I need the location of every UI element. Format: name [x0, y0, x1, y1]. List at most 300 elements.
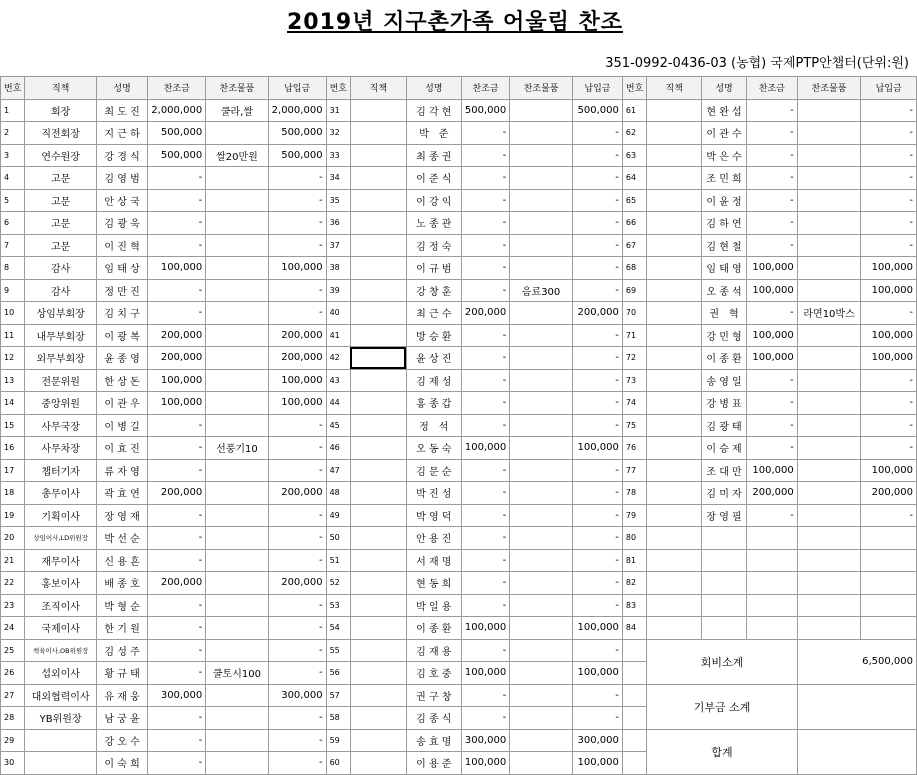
position-cell[interactable]: 대외협력이사 [25, 684, 97, 707]
grand-total-label[interactable]: 합계 [647, 729, 797, 774]
donation-subtotal-label[interactable]: 기부금 소계 [647, 684, 797, 729]
paid-amount-cell[interactable]: - [268, 504, 326, 527]
donation-amount-cell[interactable] [746, 527, 797, 550]
paid-amount-cell[interactable]: - [268, 549, 326, 572]
paid-amount-cell[interactable]: - [861, 504, 917, 527]
name-cell[interactable]: 홍 종 갑 [406, 392, 461, 415]
empty-cell[interactable] [622, 639, 646, 662]
column-header[interactable]: 납입금 [572, 77, 622, 100]
position-cell[interactable]: 감사 [25, 279, 97, 302]
paid-amount-cell[interactable]: - [572, 324, 622, 347]
paid-amount-cell[interactable]: - [572, 189, 622, 212]
donated-goods-cell[interactable] [510, 144, 573, 167]
donation-amount-cell[interactable]: - [148, 729, 206, 752]
position-cell[interactable] [350, 684, 406, 707]
paid-amount-cell[interactable]: - [572, 459, 622, 482]
name-cell[interactable]: 이 용 준 [406, 752, 461, 775]
donation-subtotal-value[interactable] [797, 684, 916, 729]
donation-amount-cell[interactable]: - [461, 594, 509, 617]
row-number-cell[interactable]: 44 [326, 392, 350, 415]
position-cell[interactable] [350, 639, 406, 662]
paid-amount-cell[interactable]: - [268, 459, 326, 482]
row-number-cell[interactable]: 53 [326, 594, 350, 617]
paid-amount-cell[interactable]: - [268, 189, 326, 212]
row-number-cell[interactable]: 7 [1, 234, 25, 257]
donation-amount-cell[interactable]: 500,000 [461, 99, 509, 122]
paid-amount-cell[interactable]: - [572, 707, 622, 730]
row-number-cell[interactable]: 30 [1, 752, 25, 775]
name-cell[interactable]: 김 각 현 [406, 99, 461, 122]
position-cell[interactable] [647, 99, 702, 122]
position-cell[interactable] [350, 459, 406, 482]
position-cell[interactable] [647, 392, 702, 415]
row-number-cell[interactable]: 66 [622, 212, 646, 235]
row-number-cell[interactable]: 20 [1, 527, 25, 550]
column-header[interactable]: 성명 [406, 77, 461, 100]
donation-amount-cell[interactable]: - [461, 347, 509, 370]
position-cell[interactable]: 총무이사 [25, 482, 97, 505]
row-number-cell[interactable]: 70 [622, 302, 646, 325]
paid-amount-cell[interactable]: - [268, 617, 326, 640]
donation-amount-cell[interactable]: - [461, 189, 509, 212]
donated-goods-cell[interactable] [797, 369, 861, 392]
name-cell[interactable]: 이 승 제 [702, 437, 747, 460]
row-number-cell[interactable]: 76 [622, 437, 646, 460]
donation-amount-cell[interactable]: 100,000 [461, 662, 509, 685]
name-cell[interactable]: 강 경 식 [96, 144, 147, 167]
donated-goods-cell[interactable] [510, 324, 573, 347]
paid-amount-cell[interactable]: 300,000 [572, 729, 622, 752]
position-cell[interactable] [350, 279, 406, 302]
name-cell[interactable]: 박 진 성 [406, 482, 461, 505]
position-cell[interactable] [647, 369, 702, 392]
name-cell[interactable]: 이 종 환 [406, 617, 461, 640]
donation-amount-cell[interactable] [746, 594, 797, 617]
row-number-cell[interactable]: 34 [326, 167, 350, 190]
position-cell[interactable] [647, 144, 702, 167]
column-header[interactable]: 번호 [326, 77, 350, 100]
row-number-cell[interactable]: 25 [1, 639, 25, 662]
row-number-cell[interactable]: 58 [326, 707, 350, 730]
row-number-cell[interactable]: 4 [1, 167, 25, 190]
paid-amount-cell[interactable]: - [572, 684, 622, 707]
paid-amount-cell[interactable]: - [861, 234, 917, 257]
donated-goods-cell[interactable] [510, 257, 573, 280]
row-number-cell[interactable]: 21 [1, 549, 25, 572]
donated-goods-cell[interactable] [206, 527, 268, 550]
paid-amount-cell[interactable]: - [268, 212, 326, 235]
name-cell[interactable]: 조 대 만 [702, 459, 747, 482]
row-number-cell[interactable]: 27 [1, 684, 25, 707]
donation-amount-cell[interactable]: 100,000 [746, 347, 797, 370]
donated-goods-cell[interactable] [510, 594, 573, 617]
donation-amount-cell[interactable]: - [746, 189, 797, 212]
position-cell[interactable] [350, 122, 406, 145]
empty-cell[interactable] [622, 662, 646, 685]
row-number-cell[interactable]: 11 [1, 324, 25, 347]
column-header[interactable]: 성명 [96, 77, 147, 100]
donation-amount-cell[interactable]: 500,000 [148, 144, 206, 167]
column-header[interactable]: 납입금 [268, 77, 326, 100]
paid-amount-cell[interactable]: - [572, 122, 622, 145]
paid-amount-cell[interactable]: - [572, 279, 622, 302]
paid-amount-cell[interactable]: - [572, 482, 622, 505]
name-cell[interactable]: 이 숙 희 [96, 752, 147, 775]
column-header[interactable]: 납입금 [861, 77, 917, 100]
donation-amount-cell[interactable]: - [746, 369, 797, 392]
donation-amount-cell[interactable]: 100,000 [461, 752, 509, 775]
paid-amount-cell[interactable]: - [572, 234, 622, 257]
name-cell[interactable] [702, 594, 747, 617]
empty-cell[interactable] [622, 707, 646, 730]
row-number-cell[interactable]: 12 [1, 347, 25, 370]
donated-goods-cell[interactable] [206, 257, 268, 280]
row-number-cell[interactable]: 46 [326, 437, 350, 460]
donated-goods-cell[interactable] [510, 459, 573, 482]
donated-goods-cell[interactable]: 쿨토시100 [206, 662, 268, 685]
row-number-cell[interactable]: 28 [1, 707, 25, 730]
donation-amount-cell[interactable]: - [461, 144, 509, 167]
paid-amount-cell[interactable]: - [572, 167, 622, 190]
column-header[interactable]: 번호 [622, 77, 646, 100]
paid-amount-cell[interactable]: - [861, 122, 917, 145]
donated-goods-cell[interactable] [797, 234, 861, 257]
donation-amount-cell[interactable]: - [148, 707, 206, 730]
name-cell[interactable]: 이 관 수 [702, 122, 747, 145]
position-cell[interactable] [647, 167, 702, 190]
donated-goods-cell[interactable] [510, 122, 573, 145]
donated-goods-cell[interactable]: 라면10박스 [797, 302, 861, 325]
position-cell[interactable] [350, 302, 406, 325]
empty-cell[interactable] [622, 752, 646, 775]
paid-amount-cell[interactable]: - [268, 437, 326, 460]
row-number-cell[interactable]: 33 [326, 144, 350, 167]
donation-amount-cell[interactable]: - [746, 167, 797, 190]
donation-amount-cell[interactable]: - [148, 189, 206, 212]
name-cell[interactable]: 김 제 성 [406, 369, 461, 392]
row-number-cell[interactable]: 78 [622, 482, 646, 505]
paid-amount-cell[interactable]: - [268, 302, 326, 325]
position-cell[interactable] [350, 527, 406, 550]
name-cell[interactable]: 장 영 재 [96, 504, 147, 527]
position-cell[interactable]: 내무부회장 [25, 324, 97, 347]
paid-amount-cell[interactable]: - [268, 639, 326, 662]
donation-amount-cell[interactable]: - [746, 122, 797, 145]
row-number-cell[interactable]: 50 [326, 527, 350, 550]
donation-amount-cell[interactable]: - [461, 122, 509, 145]
row-number-cell[interactable]: 23 [1, 594, 25, 617]
donation-amount-cell[interactable]: - [148, 212, 206, 235]
name-cell[interactable]: 김 정 숙 [406, 234, 461, 257]
donated-goods-cell[interactable] [206, 482, 268, 505]
donated-goods-cell[interactable] [797, 189, 861, 212]
column-header[interactable]: 찬조금 [148, 77, 206, 100]
name-cell[interactable]: 서 재 명 [406, 549, 461, 572]
donated-goods-cell[interactable] [797, 572, 861, 595]
name-cell[interactable]: 김 하 연 [702, 212, 747, 235]
position-cell[interactable]: 조직이사 [25, 594, 97, 617]
donated-goods-cell[interactable] [797, 527, 861, 550]
position-cell[interactable]: 섭외이사 [25, 662, 97, 685]
donated-goods-cell[interactable] [510, 639, 573, 662]
donated-goods-cell[interactable] [797, 324, 861, 347]
name-cell[interactable]: 김 영 범 [96, 167, 147, 190]
position-cell[interactable]: YB위원장 [25, 707, 97, 730]
name-cell[interactable]: 지 근 하 [96, 122, 147, 145]
paid-amount-cell[interactable]: - [572, 144, 622, 167]
donation-amount-cell[interactable]: 200,000 [148, 324, 206, 347]
name-cell[interactable]: 한 상 돈 [96, 369, 147, 392]
donation-amount-cell[interactable]: 200,000 [746, 482, 797, 505]
donated-goods-cell[interactable] [510, 189, 573, 212]
row-number-cell[interactable]: 65 [622, 189, 646, 212]
row-number-cell[interactable]: 18 [1, 482, 25, 505]
paid-amount-cell[interactable]: - [268, 234, 326, 257]
row-number-cell[interactable]: 64 [622, 167, 646, 190]
position-cell[interactable]: 전문위원 [25, 369, 97, 392]
column-header[interactable]: 찬조금 [746, 77, 797, 100]
position-cell[interactable] [350, 572, 406, 595]
membership-subtotal-label[interactable]: 회비소계 [647, 639, 797, 684]
donation-amount-cell[interactable]: - [148, 639, 206, 662]
donated-goods-cell[interactable] [510, 234, 573, 257]
donation-amount-cell[interactable]: - [148, 167, 206, 190]
position-cell[interactable] [350, 482, 406, 505]
donated-goods-cell[interactable] [797, 437, 861, 460]
donation-amount-cell[interactable]: 100,000 [746, 459, 797, 482]
row-number-cell[interactable]: 2 [1, 122, 25, 145]
position-cell[interactable]: 재무이사 [25, 549, 97, 572]
position-cell[interactable] [350, 189, 406, 212]
paid-amount-cell[interactable]: 300,000 [268, 684, 326, 707]
donation-amount-cell[interactable]: - [461, 369, 509, 392]
donation-amount-cell[interactable]: - [746, 414, 797, 437]
donation-amount-cell[interactable]: - [746, 302, 797, 325]
donated-goods-cell[interactable] [797, 594, 861, 617]
row-number-cell[interactable]: 5 [1, 189, 25, 212]
name-cell[interactable]: 이 병 길 [96, 414, 147, 437]
name-cell[interactable] [702, 527, 747, 550]
donated-goods-cell[interactable] [510, 212, 573, 235]
position-cell[interactable]: 고문 [25, 189, 97, 212]
position-cell[interactable] [25, 729, 97, 752]
donated-goods-cell[interactable] [206, 459, 268, 482]
name-cell[interactable]: 이 광 복 [96, 324, 147, 347]
paid-amount-cell[interactable]: 100,000 [572, 437, 622, 460]
row-number-cell[interactable]: 55 [326, 639, 350, 662]
position-cell[interactable]: 상임부회장 [25, 302, 97, 325]
donated-goods-cell[interactable] [797, 99, 861, 122]
paid-amount-cell[interactable]: - [572, 212, 622, 235]
donated-goods-cell[interactable] [797, 167, 861, 190]
row-number-cell[interactable]: 81 [622, 549, 646, 572]
donation-amount-cell[interactable]: - [148, 549, 206, 572]
donated-goods-cell[interactable] [206, 729, 268, 752]
donated-goods-cell[interactable] [206, 369, 268, 392]
column-header[interactable]: 직책 [350, 77, 406, 100]
donated-goods-cell[interactable] [206, 279, 268, 302]
name-cell[interactable]: 한 기 원 [96, 617, 147, 640]
paid-amount-cell[interactable]: - [861, 392, 917, 415]
name-cell[interactable]: 송 효 명 [406, 729, 461, 752]
position-cell[interactable] [350, 707, 406, 730]
donated-goods-cell[interactable] [206, 234, 268, 257]
row-number-cell[interactable]: 10 [1, 302, 25, 325]
name-cell[interactable]: 안 용 진 [406, 527, 461, 550]
paid-amount-cell[interactable] [861, 549, 917, 572]
row-number-cell[interactable]: 82 [622, 572, 646, 595]
row-number-cell[interactable]: 71 [622, 324, 646, 347]
donation-amount-cell[interactable]: - [461, 392, 509, 415]
paid-amount-cell[interactable]: - [861, 414, 917, 437]
donation-amount-cell[interactable]: - [746, 144, 797, 167]
row-number-cell[interactable]: 73 [622, 369, 646, 392]
row-number-cell[interactable]: 36 [326, 212, 350, 235]
donated-goods-cell[interactable]: 쿨라,쌀 [206, 99, 268, 122]
name-cell[interactable]: 윤 종 영 [96, 347, 147, 370]
name-cell[interactable]: 안 상 국 [96, 189, 147, 212]
donation-amount-cell[interactable]: 300,000 [461, 729, 509, 752]
name-cell[interactable]: 배 종 호 [96, 572, 147, 595]
donation-amount-cell[interactable]: - [746, 504, 797, 527]
donated-goods-cell[interactable] [797, 617, 861, 640]
name-cell[interactable]: 박 일 용 [406, 594, 461, 617]
donation-amount-cell[interactable]: - [461, 459, 509, 482]
donation-amount-cell[interactable]: - [461, 234, 509, 257]
name-cell[interactable]: 강 민 형 [702, 324, 747, 347]
paid-amount-cell[interactable]: 200,000 [572, 302, 622, 325]
donated-goods-cell[interactable] [510, 752, 573, 775]
donation-amount-cell[interactable]: 100,000 [148, 392, 206, 415]
row-number-cell[interactable]: 6 [1, 212, 25, 235]
name-cell[interactable]: 남 궁 윤 [96, 707, 147, 730]
column-header[interactable]: 찬조물품 [797, 77, 861, 100]
row-number-cell[interactable]: 47 [326, 459, 350, 482]
row-number-cell[interactable]: 40 [326, 302, 350, 325]
position-cell[interactable] [350, 324, 406, 347]
name-cell[interactable]: 김 성 주 [96, 639, 147, 662]
paid-amount-cell[interactable]: - [861, 369, 917, 392]
position-cell[interactable]: 고문 [25, 234, 97, 257]
donated-goods-cell[interactable] [797, 482, 861, 505]
paid-amount-cell[interactable]: - [572, 257, 622, 280]
paid-amount-cell[interactable] [861, 617, 917, 640]
column-header[interactable]: 직책 [25, 77, 97, 100]
name-cell[interactable]: 박 형 순 [96, 594, 147, 617]
row-number-cell[interactable]: 8 [1, 257, 25, 280]
name-cell[interactable]: 장 영 필 [702, 504, 747, 527]
donated-goods-cell[interactable] [510, 662, 573, 685]
name-cell[interactable]: 김 미 자 [702, 482, 747, 505]
row-number-cell[interactable]: 74 [622, 392, 646, 415]
name-cell[interactable]: 정 석 [406, 414, 461, 437]
donation-amount-cell[interactable]: - [461, 482, 509, 505]
donation-amount-cell[interactable]: - [148, 594, 206, 617]
position-cell[interactable]: 기획이사 [25, 504, 97, 527]
row-number-cell[interactable]: 24 [1, 617, 25, 640]
name-cell[interactable]: 조 민 희 [702, 167, 747, 190]
position-cell[interactable] [647, 617, 702, 640]
row-number-cell[interactable]: 32 [326, 122, 350, 145]
row-number-cell[interactable]: 1 [1, 99, 25, 122]
donated-goods-cell[interactable] [206, 347, 268, 370]
name-cell[interactable]: 최 종 권 [406, 144, 461, 167]
position-cell[interactable] [647, 527, 702, 550]
name-cell[interactable]: 이 강 익 [406, 189, 461, 212]
position-cell[interactable] [25, 752, 97, 775]
position-cell[interactable] [350, 549, 406, 572]
donated-goods-cell[interactable] [206, 752, 268, 775]
donated-goods-cell[interactable] [510, 347, 573, 370]
paid-amount-cell[interactable]: 100,000 [861, 279, 917, 302]
row-number-cell[interactable]: 39 [326, 279, 350, 302]
position-cell[interactable] [350, 392, 406, 415]
position-cell[interactable]: 국제이사 [25, 617, 97, 640]
donation-amount-cell[interactable]: - [461, 324, 509, 347]
donated-goods-cell[interactable] [510, 549, 573, 572]
position-cell[interactable] [350, 369, 406, 392]
position-cell[interactable] [647, 302, 702, 325]
name-cell[interactable]: 강 병 표 [702, 392, 747, 415]
name-cell[interactable]: 강 오 수 [96, 729, 147, 752]
paid-amount-cell[interactable]: - [268, 167, 326, 190]
position-cell[interactable] [350, 594, 406, 617]
donated-goods-cell[interactable] [797, 549, 861, 572]
donated-goods-cell[interactable] [797, 212, 861, 235]
paid-amount-cell[interactable] [861, 527, 917, 550]
row-number-cell[interactable]: 67 [622, 234, 646, 257]
paid-amount-cell[interactable]: 500,000 [268, 122, 326, 145]
paid-amount-cell[interactable]: 100,000 [861, 257, 917, 280]
row-number-cell[interactable]: 26 [1, 662, 25, 685]
row-number-cell[interactable]: 56 [326, 662, 350, 685]
name-cell[interactable]: 김 광 욱 [96, 212, 147, 235]
row-number-cell[interactable]: 14 [1, 392, 25, 415]
position-cell[interactable] [647, 504, 702, 527]
donation-amount-cell[interactable]: - [148, 279, 206, 302]
donation-amount-cell[interactable] [746, 617, 797, 640]
paid-amount-cell[interactable]: 500,000 [572, 99, 622, 122]
paid-amount-cell[interactable]: - [861, 99, 917, 122]
position-cell[interactable]: 사무차장 [25, 437, 97, 460]
position-cell[interactable] [350, 99, 406, 122]
donated-goods-cell[interactable] [510, 617, 573, 640]
donation-amount-cell[interactable]: 300,000 [148, 684, 206, 707]
row-number-cell[interactable]: 42 [326, 347, 350, 370]
column-header[interactable]: 번호 [1, 77, 25, 100]
row-number-cell[interactable]: 49 [326, 504, 350, 527]
name-cell[interactable]: 유 재 웅 [96, 684, 147, 707]
donation-amount-cell[interactable]: - [461, 572, 509, 595]
paid-amount-cell[interactable]: 2,000,000 [268, 99, 326, 122]
paid-amount-cell[interactable]: - [861, 302, 917, 325]
row-number-cell[interactable]: 29 [1, 729, 25, 752]
paid-amount-cell[interactable]: - [268, 729, 326, 752]
name-cell[interactable] [702, 617, 747, 640]
position-cell[interactable] [350, 212, 406, 235]
name-cell[interactable]: 윤 상 진 [406, 347, 461, 370]
row-number-cell[interactable]: 38 [326, 257, 350, 280]
donation-amount-cell[interactable]: - [746, 234, 797, 257]
name-cell[interactable]: 권 혁 [702, 302, 747, 325]
paid-amount-cell[interactable]: 100,000 [861, 324, 917, 347]
donated-goods-cell[interactable]: 선풍기10 [206, 437, 268, 460]
paid-amount-cell[interactable]: - [572, 572, 622, 595]
position-cell[interactable] [647, 257, 702, 280]
donated-goods-cell[interactable] [510, 572, 573, 595]
position-cell[interactable] [350, 234, 406, 257]
name-cell[interactable]: 김 종 식 [406, 707, 461, 730]
